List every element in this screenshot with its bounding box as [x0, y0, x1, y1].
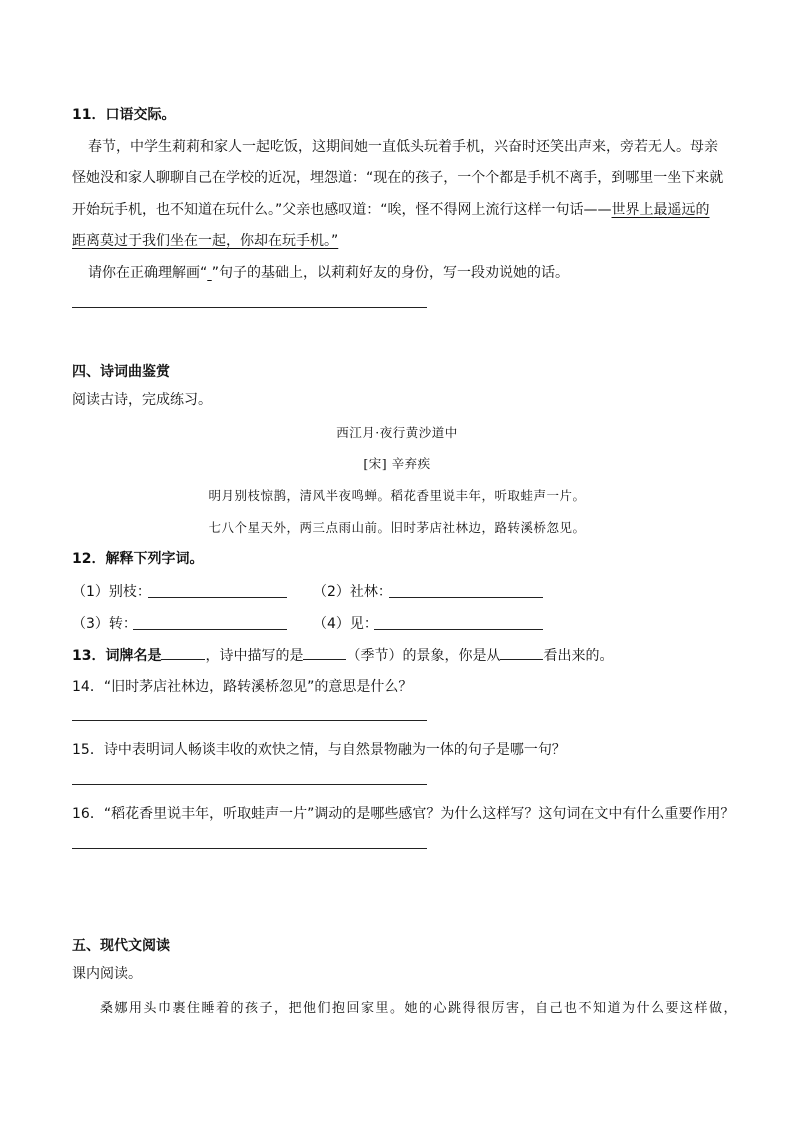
- q11-answer-line[interactable]: [72, 307, 427, 308]
- q13-part-b: ，诗中描写的是: [205, 648, 304, 664]
- q11-paragraph-line-3-text: 开始玩手机，也不知道在玩什么。”父亲也感叹道：“唉，怪不得网上流行这样一句话——: [72, 202, 612, 218]
- poem-line-1: 明月别枝惊鹊，清风半夜鸣蝉。稻花香里说丰年，听取蛙声一片。: [208, 488, 586, 503]
- q11-paragraph-line-3: [72, 199, 710, 219]
- section5-paragraph-line-1: 桑娜用头巾裹住睡着的孩子，把他们抱回家里。她的心跳得很厉害，自己也不知道为什么要这样做，: [100, 1001, 739, 1016]
- q12-item-3-label: （3）转：: [72, 616, 137, 632]
- section4-heading: 四、诗词曲鉴赏: [72, 364, 170, 380]
- q11-underlined-sentence-part-1: 世界上最遥远的: [611, 202, 710, 218]
- q13-part-a: 13．词牌名是: [72, 648, 162, 664]
- q11-underlined-sentence-part-2: 距离莫过于我们坐在一起，你却在玩手机。”: [72, 233, 339, 249]
- q13-blank-1[interactable]: [161, 644, 205, 660]
- q14-text: 14．“旧时茅店社林边，路转溪桥忽见”的意思是什么？: [72, 679, 413, 695]
- q13-part-c: （季节）的景象，你是从: [346, 648, 501, 664]
- q16-text: 16．“稻花香里说丰年，听取蛙声一片”调动的是哪些感官？为什么这样写？这句词在文中有什么重要作用？: [72, 806, 735, 822]
- q16-answer-line[interactable]: [72, 848, 427, 849]
- q12-item-2-label: （2）社林：: [313, 584, 392, 600]
- poem-title: 西江月·夜行黄沙道中: [336, 425, 458, 440]
- q11-title: 11．口语交际。: [72, 107, 176, 123]
- q12-item-1-blank[interactable]: [148, 597, 287, 598]
- q12-item-2-blank[interactable]: [389, 597, 543, 598]
- section4-intro: 阅读古诗，完成练习。: [72, 392, 212, 408]
- q11-paragraph-line-1: 春节，中学生莉莉和家人一起吃饭，这期间她一直低头玩着手机，兴奋时还笑出声来，旁若无人。母亲: [88, 139, 718, 155]
- q12-item-3-blank[interactable]: [133, 629, 287, 630]
- poem-author: [宋] 辛弃疾: [363, 456, 431, 471]
- q11-instruction: [88, 262, 569, 282]
- q12-item-1-label: （1）别枝：: [72, 584, 151, 600]
- q12-title: 12．解释下列字词。: [72, 551, 204, 567]
- q11-instruction-part-2: ”句子的基础上，以莉莉好友的身份，写一段劝说她的话。: [211, 265, 569, 281]
- section5-intro: 课内阅读。: [72, 966, 142, 982]
- poem-line-2: 七八个星天外，两三点雨山前。旧时茅店社林边，路转溪桥忽见。: [208, 520, 586, 535]
- q13-blank-3[interactable]: [500, 644, 543, 660]
- q12-item-4-label: （4）见：: [313, 616, 378, 632]
- q13-sentence: [72, 644, 613, 665]
- q15-answer-line[interactable]: [72, 784, 427, 785]
- q11-paragraph-line-2: 怪她没和家人聊聊自己在学校的近况，埋怨道：“现在的孩子，一个个都是手机不离手，到哪里一坐下来就: [72, 170, 724, 186]
- q11-instruction-part-1: 请你在正确理解画“: [88, 265, 208, 281]
- q13-part-d: 看出来的。: [543, 648, 614, 664]
- section5-heading: 五、现代文阅读: [72, 938, 170, 954]
- q14-answer-line[interactable]: [72, 720, 427, 721]
- q13-blank-2[interactable]: [303, 644, 346, 660]
- q15-text: 15．诗中表明词人畅谈丰收的欢快之情，与自然景物融为一体的句子是哪一句？: [72, 742, 566, 758]
- q12-item-4-blank[interactable]: [374, 629, 543, 630]
